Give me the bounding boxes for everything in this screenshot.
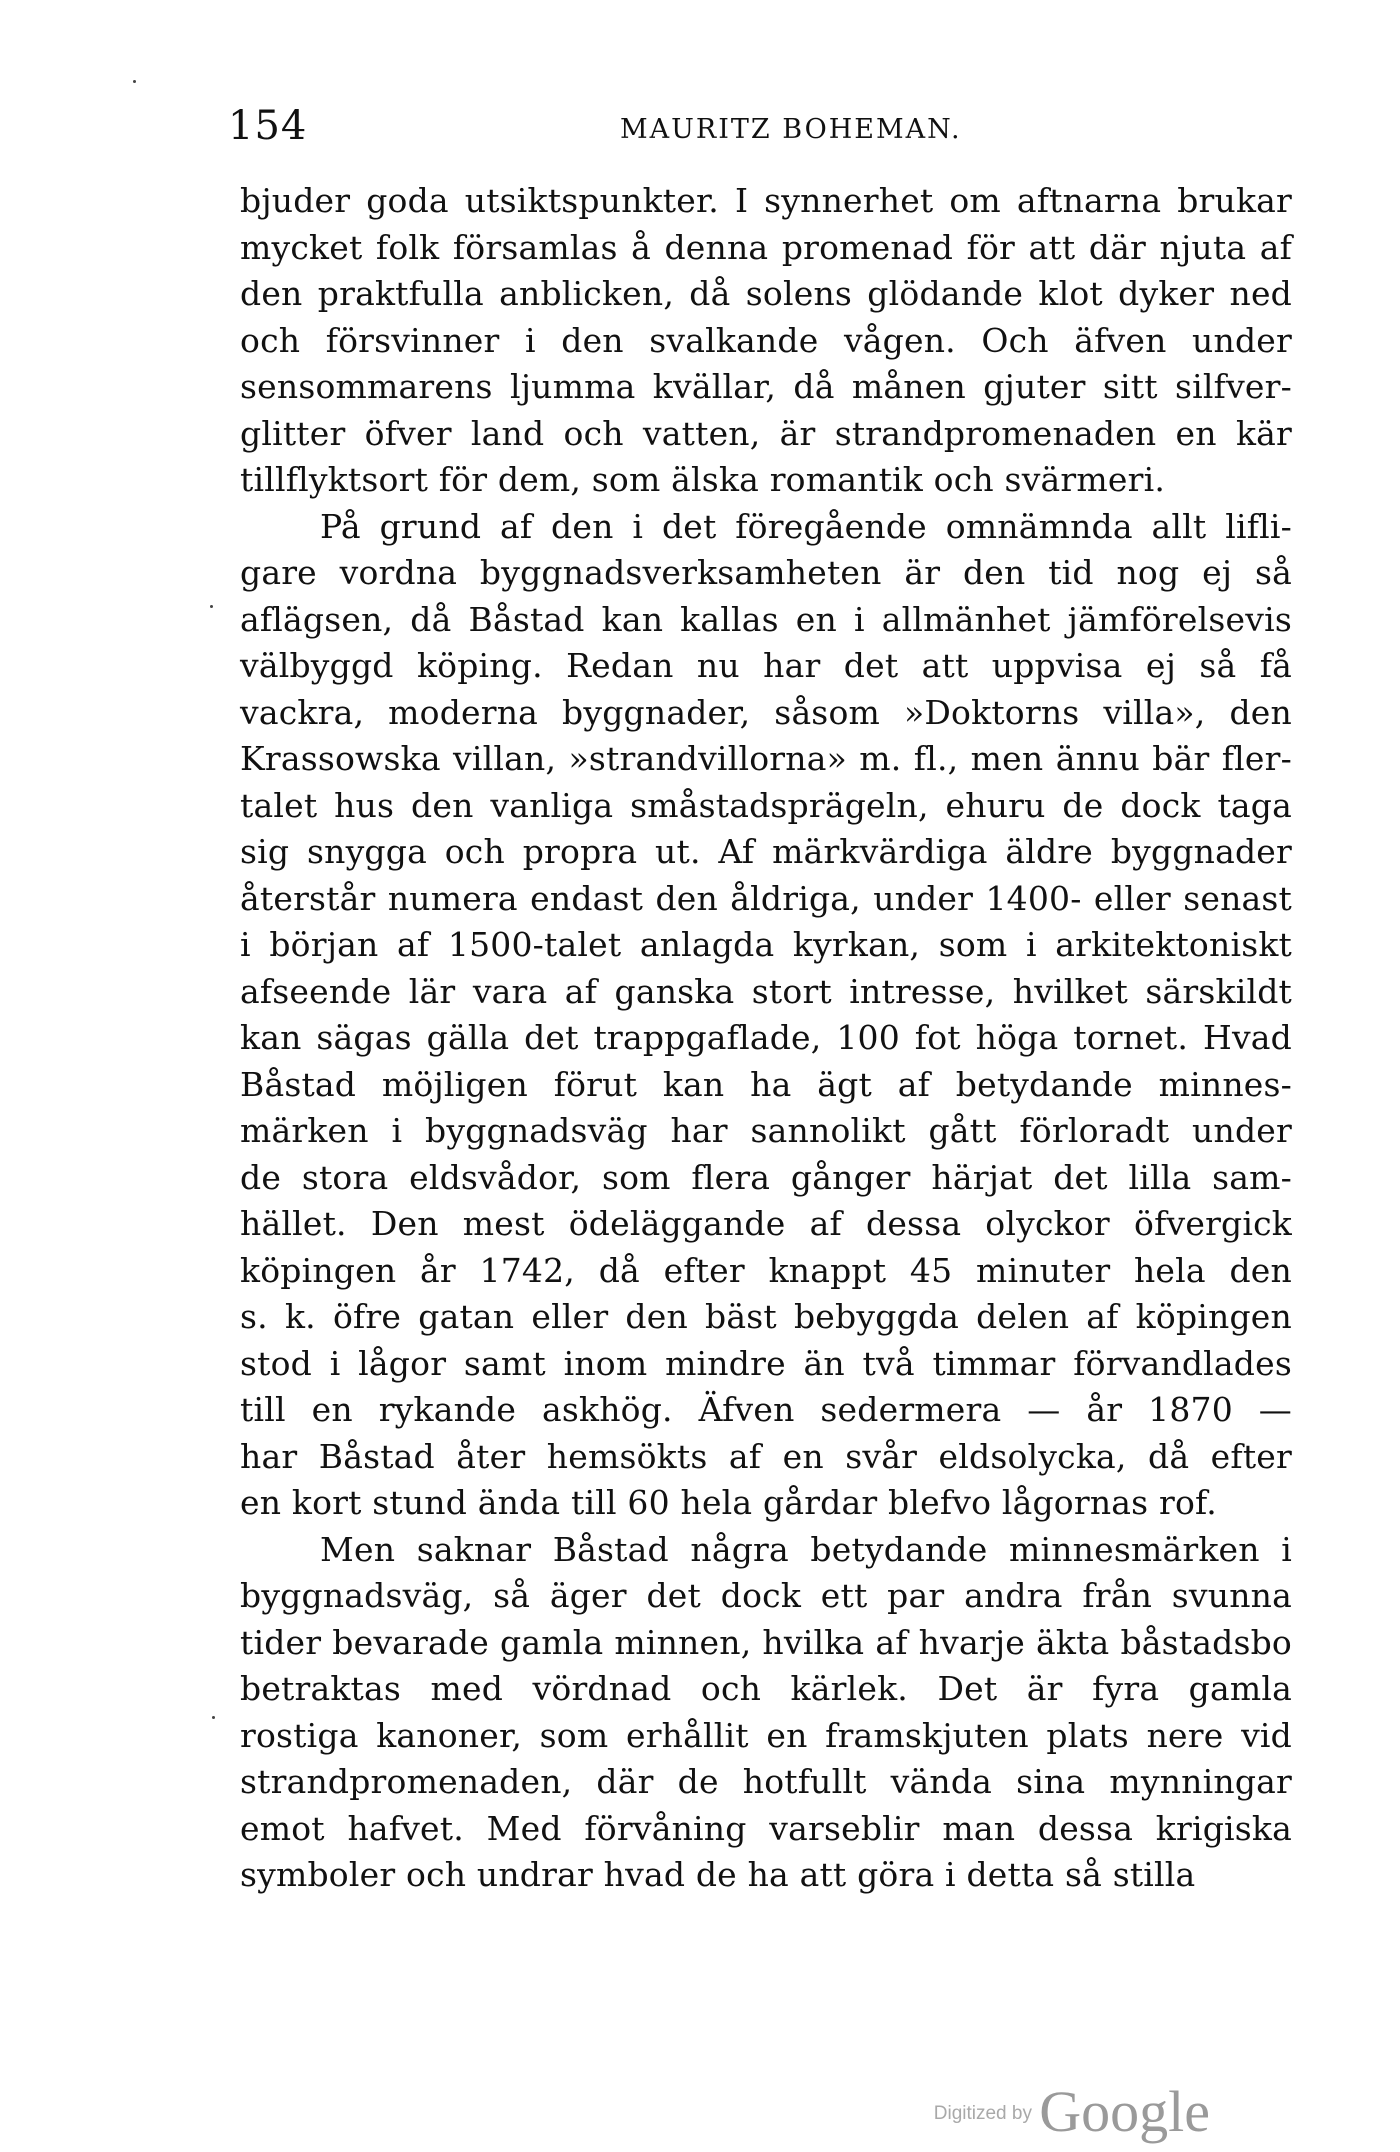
text-line: den praktfulla anblicken, då solens glödande klot dyker ned xyxy=(240,274,1292,313)
margin-speck xyxy=(133,80,136,83)
text-line: talet hus den vanliga småstadsprägeln, ehuru de dock taga xyxy=(240,785,1292,825)
text-line: bjuder goda utsiktspunkter. I synnerhet om aftnarna brukar xyxy=(240,181,1292,220)
margin-speck xyxy=(210,605,213,608)
text-line: har Båstad åter hemsökts af en svår eldsolycka, då efter xyxy=(240,1436,1292,1476)
text-line: rostiga kanoner, som erhållit en framskjuten plats nere vid xyxy=(240,1715,1292,1755)
text-line: betraktas med vördnad och kärlek. Det är fyra gamla xyxy=(240,1669,1292,1708)
text-line: mycket folk församlas å denna promenad för att där njuta af xyxy=(240,227,1292,267)
watermark-brand: Google xyxy=(1039,2079,1210,2144)
text-line: tider bevarade gamla minnen, hvilka af hvarje äkta båstadsbo xyxy=(240,1622,1292,1662)
page-number: 154 xyxy=(228,103,308,149)
digitization-watermark xyxy=(934,2078,1210,2145)
text-line: strandpromenaden, där de hotfullt vända sina mynningar xyxy=(240,1762,1292,1801)
text-line: sig snygga och propra ut. Af märkvärdiga äldre byggnader xyxy=(240,832,1292,871)
text-line: Men saknar Båstad några betydande minnesmärken i xyxy=(320,1529,1292,1569)
text-line: återstår numera endast den åldriga, under 1400- eller senast xyxy=(240,878,1292,918)
text-line: vackra, moderna byggnader, såsom »Doktorns villa», den xyxy=(240,692,1292,732)
text-line: de stora eldsvådor, som flera gånger härjat det lilla sam- xyxy=(240,1157,1292,1197)
text-line: stod i lågor samt inom mindre än två timmar förvandlades xyxy=(240,1343,1292,1383)
text-line: märken i byggnadsväg har sannolikt gått förloradt under xyxy=(240,1111,1292,1150)
text-line: tillflyktsort för dem, som älska romantik och svärmeri. xyxy=(240,460,1166,499)
body-text xyxy=(240,178,1292,1899)
text-line: hället. Den mest ödeläggande af dessa olyckor öfvergick xyxy=(240,1204,1292,1243)
text-line: s. k. öfre gatan eller den bäst bebyggda delen af köpingen xyxy=(240,1297,1292,1336)
text-line: köpingen år 1742, då efter knappt 45 minuter hela den xyxy=(240,1250,1292,1290)
text-line: kan sägas gälla det trappgaflade, 100 fot höga tornet. Hvad xyxy=(240,1018,1292,1057)
text-line: välbyggd köping. Redan nu har det att uppvisa ej så få xyxy=(240,646,1292,685)
text-line: På grund af den i det föregående omnämnda allt lifli- xyxy=(320,506,1292,546)
text-line: symboler och undrar hvad de ha att göra i detta så stilla xyxy=(240,1855,1196,1894)
text-line: Krassowska villan, »strandvillorna» m. fl., men ännu bär fler- xyxy=(240,739,1292,778)
text-line: i början af 1500-talet anlagda kyrkan, som i arkitektoniskt xyxy=(240,925,1292,964)
paragraph xyxy=(240,504,1292,1527)
text-line: afseende lär vara af ganska stort intresse, hvilket särskildt xyxy=(240,971,1292,1011)
running-head: MAURITZ BOHEMAN. xyxy=(620,114,962,145)
text-line: en kort stund ända till 60 hela gårdar blefvo lågornas rof. xyxy=(240,1483,1217,1522)
text-line: gare vordna byggnadsverksamheten är den tid nog ej så xyxy=(240,553,1292,592)
text-line: sensommarens ljumma kvällar, då månen gjuter sitt silfver- xyxy=(240,367,1292,406)
text-line: och försvinner i den svalkande vågen. Och äfven under xyxy=(240,320,1292,360)
watermark-prefix: Digitized by xyxy=(933,2103,1032,2124)
text-line: Båstad möjligen förut kan ha ägt af betydande minnes- xyxy=(240,1064,1292,1104)
text-line: till en rykande askhög. Äfven sedermera — år 1870 — xyxy=(240,1390,1292,1429)
text-line: byggnadsväg, så äger det dock ett par andra från svunna xyxy=(240,1576,1292,1615)
text-line: emot hafvet. Med förvåning varseblir man dessa krigiska xyxy=(240,1808,1292,1848)
paragraph xyxy=(240,178,1292,504)
text-line: aflägsen, då Båstad kan kallas en i allmänhet jämförelsevis xyxy=(240,599,1292,639)
paragraph xyxy=(240,1527,1292,1899)
margin-speck xyxy=(212,1716,215,1719)
text-line: glitter öfver land och vatten, är strandpromenaden en kär xyxy=(240,413,1292,453)
